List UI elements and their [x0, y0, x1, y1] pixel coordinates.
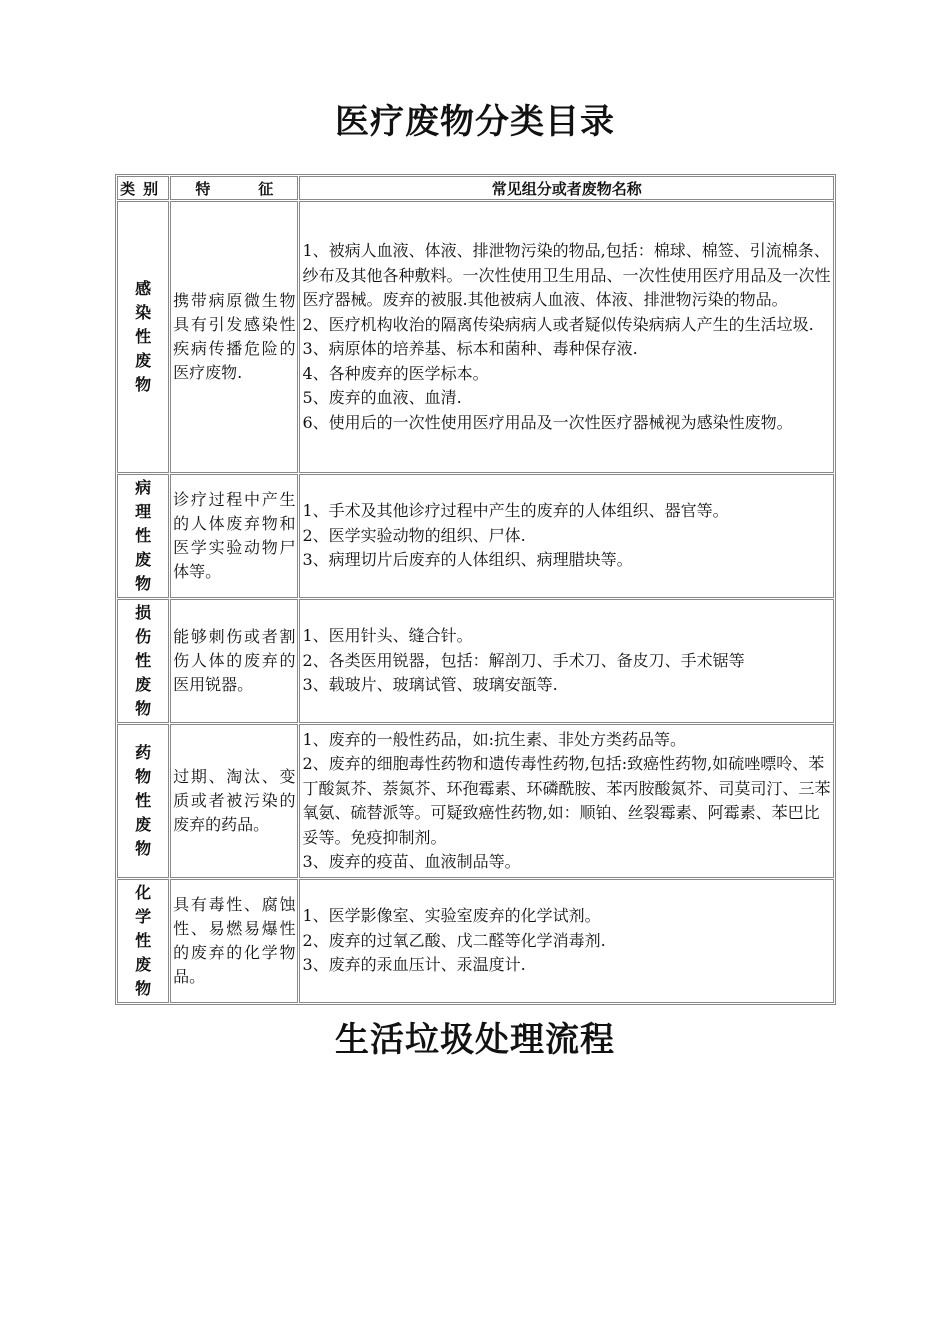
table-row [117, 474, 834, 598]
list-item: 1、手术及其他诊疗过程中产生的废弃的人体组织、器官等。 [302, 501, 729, 521]
list-item: 1、被病人血液、体液、排泄物污染的物品,包括：棉球、棉签、引流棉条、纱布及其他各种敷料。一次性使用卫生用品、一次性使用医疗用品及一次性医疗器械。废弃的被服.其他被病人血液、体液、排泄物污染的物品。 [302, 241, 831, 309]
category-label: 药物性废物 [135, 743, 152, 858]
list-item: 1、废弃的一般性药品，如:抗生素、非处方类药品等。 [302, 729, 687, 749]
header-items: 常见组分或者废物名称 [299, 176, 834, 200]
section-title: 生活垃圾处理流程 [335, 1020, 615, 1060]
feature-cell: 诊疗过程中产生的人体废弃物和医学实验动物尸体等。 [170, 474, 298, 598]
category-cell [117, 474, 169, 598]
category-cell [117, 201, 169, 473]
list-item: 2、废弃的细胞毒性药物和遗传毒性药物,包括:致癌性药物,如硫唑嘌呤、苯丁酸氮芥、萘氮芥、环孢霉素、环磷酰胺、苯丙胺酸氮芥、司莫司汀、三苯氧氨、硫替派等。可疑致癌性药物,如：顺铂、丝裂霉素、阿霉素、苯巴比妥等。免疫抑制剂。 [302, 754, 831, 847]
table-header-row [117, 176, 834, 200]
list-item: 1、医用针头、缝合针。 [302, 626, 473, 646]
table-row [117, 599, 834, 723]
list-item: 3、病原体的培养基、标本和菌种、毒种保存液. [302, 339, 638, 358]
category-label: 感染性废物 [135, 279, 152, 394]
list-item: 2、医疗机构收治的隔离传染病病人或者疑似传染病病人产生的生活垃圾. [302, 314, 814, 334]
list-item: 5、废弃的血液、血清. [302, 388, 462, 407]
table-row [117, 201, 834, 473]
category-label: 化学性废物 [135, 883, 152, 998]
list-item: 2、废弃的过氧乙酸、戊二醛等化学消毒剂. [302, 930, 606, 950]
category-cell [117, 879, 169, 1003]
items-cell [299, 201, 834, 473]
list-item: 1、医学影像室、实验室废弃的化学试剂。 [302, 906, 601, 926]
list-item: 3、病理切片后废弃的人体组织、病理腊块等。 [302, 550, 633, 570]
feature-cell: 能够刺伤或者割伤人体的废弃的医用锐器。 [170, 599, 298, 723]
list-item: 2、医学实验动物的组织、尸体. [302, 525, 526, 545]
list-item: 4、各种废弃的医学标本。 [302, 363, 489, 383]
feature-cell: 具有毒性、腐蚀性、易燃易爆性的废弃的化学物品。 [170, 879, 298, 1003]
items-cell [299, 599, 834, 723]
document-title: 医疗废物分类目录 [335, 102, 615, 142]
header-feature-label: 特征 [195, 179, 274, 198]
list-item: 3、废弃的疫苗、血液制品等。 [302, 852, 521, 871]
list-item: 3、载玻片、玻璃试管、玻璃安瓿等. [302, 675, 558, 695]
feature-cell: 过期、淘汰、变质或者被污染的废弃的药品。 [170, 724, 298, 878]
items-cell [299, 879, 834, 1003]
category-cell [117, 724, 169, 878]
items-cell [299, 474, 834, 598]
category-label: 损伤性废物 [135, 603, 152, 718]
category-label: 病理性废物 [135, 478, 152, 593]
items-cell [299, 724, 834, 878]
list-item: 3、废弃的汞血压计、汞温度计. [302, 955, 526, 975]
table-row [117, 724, 834, 878]
feature-cell: 携带病原微生物具有引发感染性疾病传播危险的医疗废物. [170, 201, 298, 473]
list-item: 6、使用后的一次性使用医疗用品及一次性医疗器械视为感染性废物。 [302, 412, 793, 432]
header-category: 类别 [117, 176, 169, 200]
list-item: 2、各类医用锐器，包括：解剖刀、手术刀、备皮刀、手术锯等 [302, 650, 745, 670]
medical-waste-table [115, 174, 836, 1005]
category-cell [117, 599, 169, 723]
header-feature [170, 176, 298, 200]
table-row [117, 879, 834, 1003]
